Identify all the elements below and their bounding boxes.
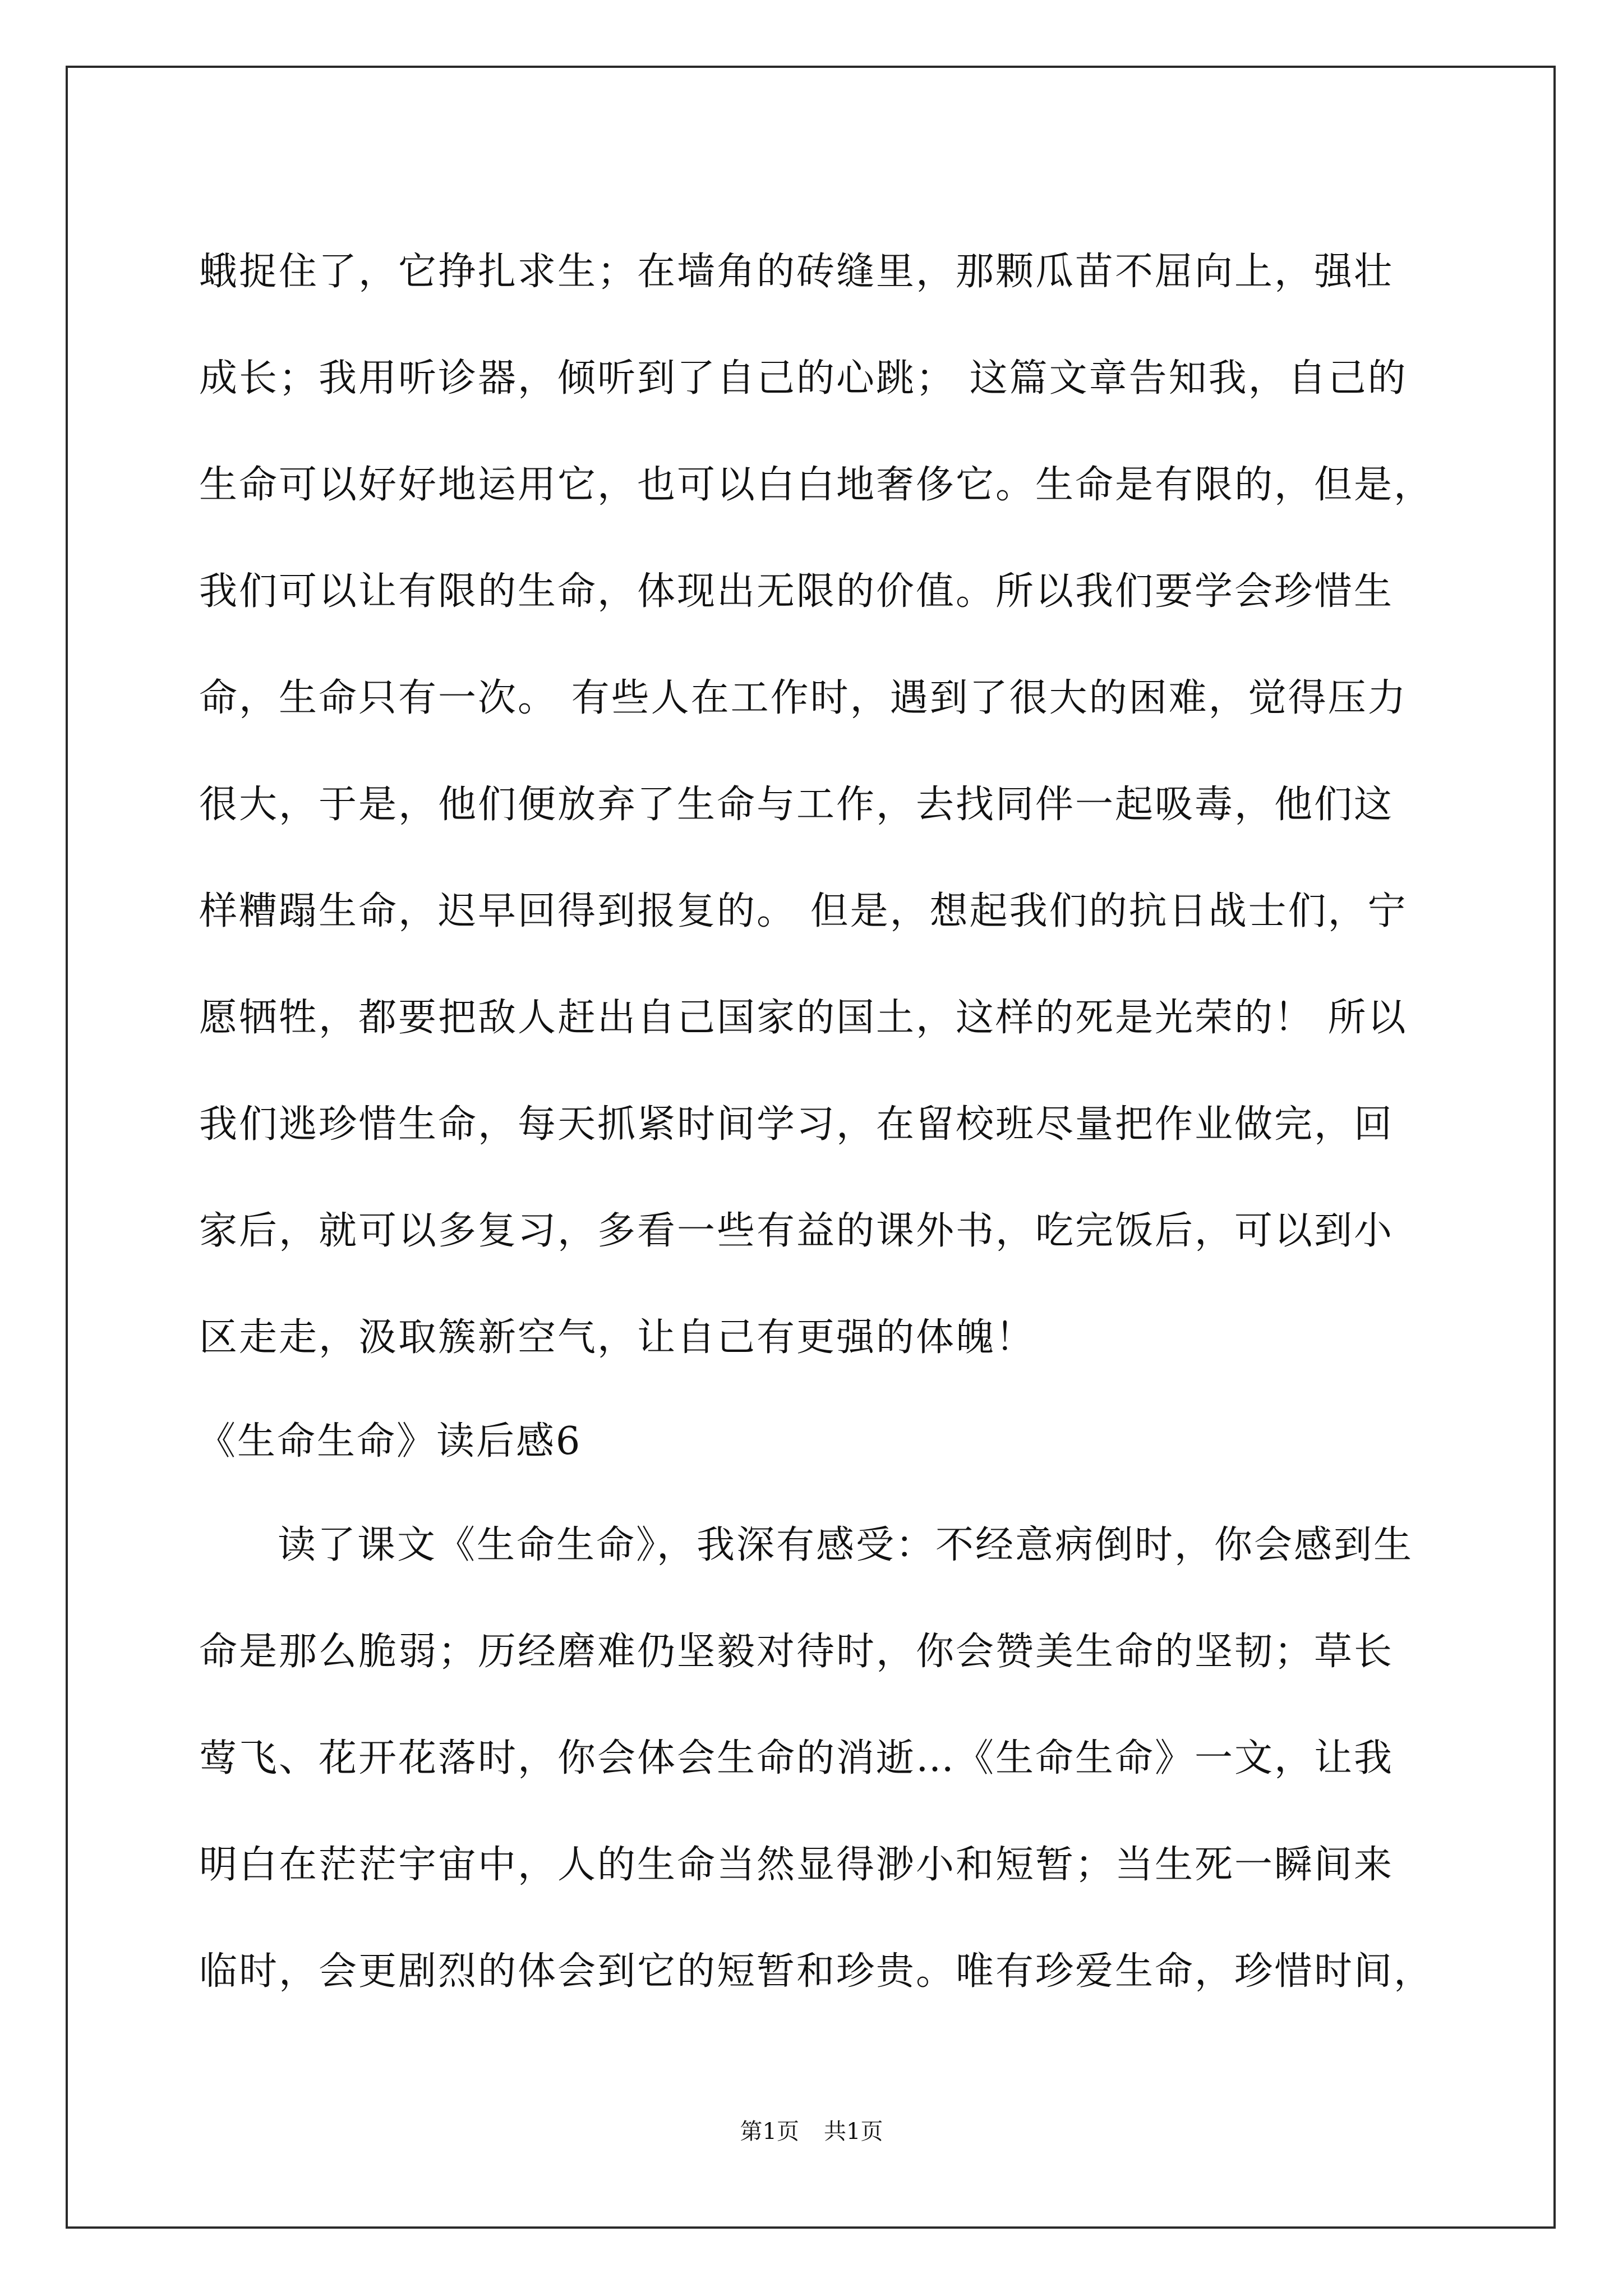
section-heading: 《生命生命》读后感6 [197, 1419, 582, 1464]
text-line: 家后，就可以多复习，多看一些有益的课外书，吃完饭后，可以到小 [199, 1209, 1394, 1253]
text-line: 命，生命只有一次。 有些人在工作时，遇到了很大的困难，觉得压力 [199, 676, 1408, 720]
text-line: 成长；我用听诊器，倾听到了自己的心跳； 这篇文章告知我，自己的 [199, 356, 1408, 401]
text-line: 读了课文《生命生命》，我深有感受：不经意病倒时，你会感到生 [278, 1523, 1414, 1567]
text-line: 我们可以让有限的生命，体现出无限的价值。所以我们要学会珍惜生 [199, 569, 1394, 614]
page-footer [0, 2116, 1623, 2147]
text-line: 明白在茫茫宇宙中，人的生命当然显得渺小和短暂；当生死一瞬间来 [199, 1843, 1394, 1887]
text-line: 莺飞、花开花落时，你会体会生命的消逝…《生命生命》一文，让我 [199, 1736, 1394, 1780]
page-number: 第1页 [740, 2119, 799, 2145]
text-line: 临时，会更剧烈的体会到它的短暂和珍贵。唯有珍爱生命，珍惜时间， [199, 1949, 1434, 1994]
text-line: 样糟蹋生命，迟早回得到报复的。 但是，想起我们的抗日战士们，宁 [199, 889, 1408, 933]
text-line: 愿牺牲，都要把敌人赶出自己国家的国土，这样的死是光荣的！ 所以 [199, 996, 1408, 1040]
text-line: 很大，于是，他们便放弃了生命与工作，去找同伴一起吸毒，他们这 [199, 783, 1394, 827]
document-body [197, 219, 1434, 2025]
text-line: 命是那么脆弱；历经磨难仍坚毅对待时，你会赞美生命的坚韧；草长 [199, 1630, 1394, 1674]
total-pages: 共1页 [824, 2119, 883, 2145]
text-line: 区走走，汲取簇新空气，让自己有更强的体魄！ [199, 1315, 1036, 1360]
text-line: 生命可以好好地运用它，也可以白白地奢侈它。生命是有限的，但是， [199, 463, 1434, 507]
text-line: 蛾捉住了，它挣扎求生；在墙角的砖缝里，那颗瓜苗不屈向上，强壮 [199, 250, 1394, 294]
paragraph-continued [199, 219, 1434, 1391]
paragraph-review [199, 1492, 1434, 2025]
text-line: 我们逃珍惜生命，每天抓紧时间学习，在留校班尽量把作业做完，回 [199, 1102, 1394, 1147]
